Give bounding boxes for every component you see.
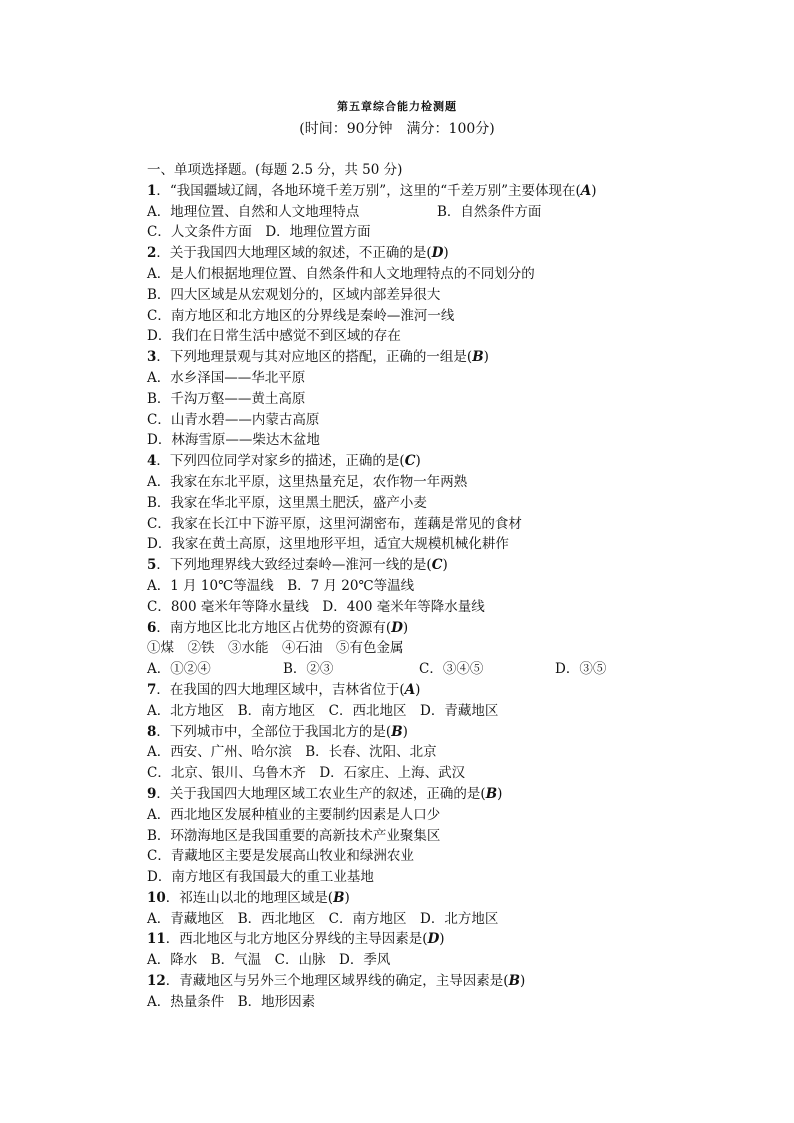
- page-title: 第五章综合能力检测题: [337, 100, 457, 113]
- question-text-end: ): [402, 723, 408, 740]
- question-text: ．下列四位同学对家乡的描述，正确的是(: [156, 453, 405, 470]
- question-stem: [147, 347, 707, 368]
- answer-letter: C: [404, 453, 416, 470]
- option-row: [147, 389, 707, 410]
- option-row: [147, 867, 707, 888]
- question-text: ．在我国的四大地理区域中，吉林省位于(: [156, 681, 405, 698]
- option-row: [147, 368, 707, 389]
- option-text: A．是人们根据地理位置、自然条件和人文地理特点的不同划分的: [147, 265, 535, 282]
- option-row: [147, 909, 707, 930]
- question-number: 11: [147, 931, 166, 948]
- option-text: A．水乡泽国——华北平原: [147, 369, 306, 386]
- option-row: [147, 846, 707, 867]
- question-list: [147, 160, 707, 1013]
- option-text: D．我们在日常生活中感觉不到区域的存在: [147, 328, 401, 345]
- answer-letter: D: [431, 245, 444, 262]
- option-text: C．人文条件方面 D．地理位置方面: [147, 224, 371, 241]
- question-number: 9: [147, 785, 157, 802]
- question-text: ．下列城市中，全部位于我国北方的是(: [156, 723, 392, 740]
- option-row: [147, 742, 707, 763]
- option-text: A．热量条件 B．地形因素: [147, 993, 316, 1010]
- option-text: B．四大区域是从宏观划分的，区域内部差异很大: [147, 286, 441, 303]
- option-text: C．山青水碧——内蒙古高原: [147, 411, 320, 428]
- option-row: [147, 472, 707, 493]
- option-row: [147, 285, 707, 306]
- question-stem: [147, 929, 707, 950]
- option-text: D．我家在黄土高原，这里地形平坦，适宜大规模机械化耕作: [147, 536, 509, 553]
- question-text-end: ): [402, 619, 409, 636]
- question-stem: [147, 181, 707, 202]
- option-text: B．我家在华北平原，这里黑土肥沃，盛产小麦: [147, 494, 427, 511]
- section-heading: 一、单项选择题。(每题 2.5 分，共 50 分): [147, 162, 403, 178]
- option-text: C．我家在长江中下游平原，这里河湖密布，莲藕是常见的食材: [147, 515, 522, 532]
- option-row: [147, 805, 707, 826]
- question-text-end: ): [439, 931, 445, 948]
- page-subtitle: (时间：90分钟 满分：100分): [299, 121, 495, 137]
- option-text: D．南方地区有我国最大的重工业基地: [147, 869, 374, 886]
- option-row: [147, 826, 707, 847]
- option-text: A．①②④: [147, 661, 211, 678]
- option-row: [147, 534, 707, 555]
- answer-letter: B: [508, 973, 520, 990]
- question-stem: [147, 451, 707, 472]
- answer-letter: B: [485, 785, 498, 802]
- option-text: A．我家在东北平原，这里热量充足，农作物一年两熟: [147, 473, 468, 490]
- option-row: [147, 763, 707, 784]
- question-text-end: ): [344, 889, 350, 906]
- questions-container: [147, 181, 707, 1013]
- option-row: [147, 430, 707, 451]
- question-stem: [147, 784, 707, 805]
- option-text: C．800 毫米年等降水量线 D．400 毫米年等降水量线: [147, 598, 485, 615]
- question-text: ．“我国疆域辽阔，各地环境千差万别”，这里的“千差万别”主要体现在(: [156, 182, 581, 199]
- question-text-end: ): [483, 349, 489, 366]
- answer-letter: D: [391, 619, 403, 636]
- option-row: [147, 306, 707, 327]
- question-number: 10: [147, 889, 166, 906]
- option-row: [147, 326, 707, 347]
- option-text: ①煤 ②铁 ③水能 ④石油 ⑤有色金属: [147, 640, 404, 657]
- option-text: C．北京、银川、乌鲁木齐 D．石家庄、上海、武汉: [147, 765, 466, 782]
- question-text-end: ): [591, 182, 597, 199]
- question-number: 8: [147, 723, 157, 740]
- answer-letter: A: [404, 681, 416, 698]
- option-row: [147, 222, 707, 243]
- question-text: ．下列地理界线大致经过秦岭—淮河一线的是(: [156, 557, 432, 574]
- question-text: ．关于我国四大地理区域工农业生产的叙述，正确的是(: [156, 785, 486, 802]
- question-text: ．青藏地区与另外三个地理区域界线的确定，主导因素是(: [165, 973, 509, 990]
- option-text: A．西安、广州、哈尔滨 B．长春、沈阳、北京: [147, 744, 437, 761]
- option-text: D．③⑤: [555, 661, 607, 678]
- option-row: [147, 992, 707, 1013]
- question-text: ．西北地区与北方地区分界线的主导因素是(: [165, 931, 428, 948]
- option-row: [147, 493, 707, 514]
- answer-letter: B: [333, 889, 345, 906]
- option-text: A．地理位置、自然和人文地理特点: [147, 203, 360, 220]
- question-stem: [147, 618, 707, 639]
- question-number: 4: [147, 453, 157, 470]
- option-row: [147, 701, 707, 722]
- option-text: A．青藏地区 B．西北地区 C．南方地区 D．北方地区: [147, 910, 499, 927]
- option-text: B．千沟万壑——黄土高原: [147, 390, 306, 407]
- question-number: 5: [147, 557, 157, 574]
- question-text: ．下列地理景观与其对应地区的搭配，正确的一组是(: [156, 349, 473, 366]
- option-text: A．西北地区发展种植业的主要制约因素是人口少: [147, 806, 441, 823]
- question-text-end: ): [415, 453, 421, 470]
- answer-letter: D: [427, 931, 440, 948]
- answer-letter: A: [580, 182, 592, 199]
- answer-letter: C: [431, 557, 443, 574]
- question-number: 12: [147, 973, 166, 990]
- question-number: 2: [147, 245, 157, 262]
- question-stem: [147, 243, 707, 264]
- question-text: ．关于我国四大地理区域的叙述，不正确的是(: [156, 245, 432, 262]
- question-text-end: ): [520, 973, 526, 990]
- question-text-end: ): [443, 245, 449, 262]
- question-text-end: ): [442, 557, 448, 574]
- option-text: A．1 月 10℃等温线 B．7 月 20℃等温线: [147, 577, 415, 594]
- option-row: [147, 597, 707, 618]
- option-text: B．②③: [283, 661, 334, 678]
- option-row: [147, 950, 707, 971]
- option-text: B．环渤海地区是我国重要的高新技术产业聚集区: [147, 827, 441, 844]
- question-stem: [147, 971, 707, 992]
- question-stem: [147, 722, 707, 743]
- question-text: ．祁连山以北的地理区域是(: [165, 889, 334, 906]
- question-number: 6: [147, 619, 157, 636]
- option-text: B．自然条件方面: [437, 203, 542, 220]
- option-text: A．降水 B．气温 C．山脉 D．季风: [147, 952, 391, 969]
- question-text: ．南方地区比北方地区占优势的资源有(: [156, 619, 392, 636]
- option-text: A．北方地区 B．南方地区 C．西北地区 D．青藏地区: [147, 702, 499, 719]
- option-text: D．林海雪原——柴达木盆地: [147, 432, 320, 449]
- option-row: [147, 410, 707, 431]
- answer-letter: B: [472, 349, 484, 366]
- answer-letter: B: [391, 723, 403, 740]
- question-text-end: ): [497, 785, 503, 802]
- option-text: C．南方地区和北方地区的分界线是秦岭—淮河一线: [147, 307, 455, 324]
- option-text: C．青藏地区主要是发展高山牧业和绿洲农业: [147, 848, 414, 865]
- question-number: 1: [147, 182, 157, 199]
- option-text: C．③④⑤: [419, 661, 484, 678]
- option-row: [147, 202, 707, 223]
- option-row: [147, 264, 707, 285]
- option-row: [147, 576, 707, 597]
- option-row: [147, 514, 707, 535]
- option-row: [147, 659, 707, 680]
- question-number: 3: [147, 349, 157, 366]
- question-number: 7: [147, 681, 157, 698]
- question-stem: [147, 555, 707, 576]
- question-text-end: ): [415, 681, 421, 698]
- option-row: [147, 638, 707, 659]
- question-stem: [147, 888, 707, 909]
- question-stem: [147, 680, 707, 701]
